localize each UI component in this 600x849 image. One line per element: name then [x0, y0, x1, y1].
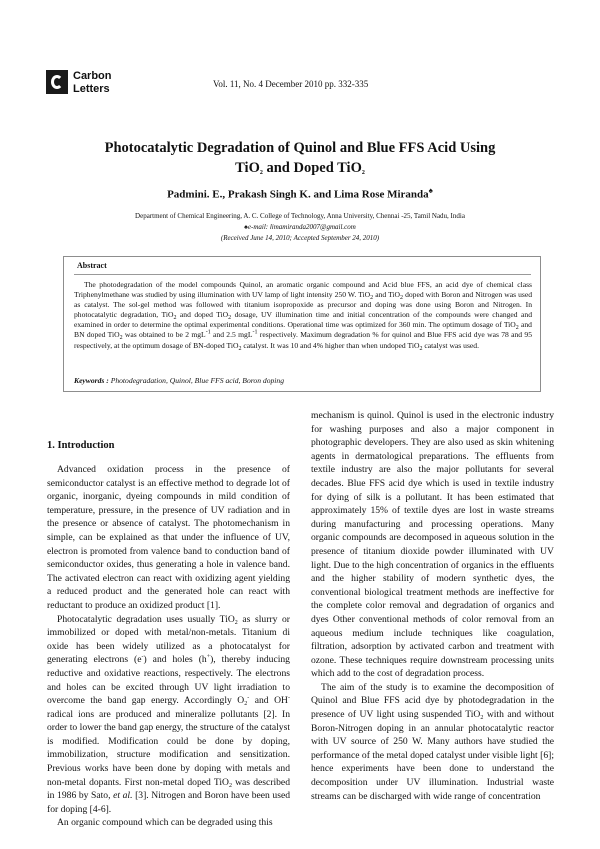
abstract-heading: Abstract	[77, 261, 107, 270]
email-line	[40, 222, 560, 233]
corresponding-author-star-icon: ♠	[428, 186, 433, 195]
paragraph: mechanism is quinol. Quinol is used in the electronic industry for washing purposes and also a major component in photographic developers. They are also used as skin whitening agents in dermatological preparations. The effluents from textile industry are also the major pollutants for several decades. Blue FFS acid dye which is used in textile industry for dying of silk is a pollutant. It has been estimated that approximately 15% of textile dyes are lost in waste streams during manufacturing and processing operations. Many organic compounds are decomposed in aqueous solution in the presence of titanium dioxide powder illuminated with UV light. Due to the high concentration of organics in the effluents and the higher stability of modern synthetic dyes, the conventional biological treatment methods are ineffective for the complete color removal and degradation of organics and dyes Other conventional methods of color removal from an aqueous medium include techniques like coagulation, filtration, adsorption by activated carbon and treatment with ozone. These techniques require downstream processing units which add to the cost of degradation process.	[311, 410, 554, 680]
received-text: (Received June 14, 2010; Accepted September 24, 2010)	[220, 234, 380, 242]
right-column	[311, 409, 554, 803]
affiliation: Department of Chemical Engineering, A. C. College of Technology, Anna University, Chennai -25, Tamil Nadu, India	[135, 212, 465, 220]
email: e-mail: limamiranda2007@gmail.com	[247, 223, 356, 231]
logo-text-line1: Carbon	[73, 70, 112, 82]
abstract-text: The photodegradation of the model compounds Quinol, an aromatic organic compound and Acid blue FFS, an acid dye of chemical class Triphenylmethane was studied by using illumination with UV lamp of light intensity 250 W. TiO$_2$ and TiO$_2$ doped with Boron and Nitrogen was used as catalyst. The sol-gel method was followed with titanium isopropoxide as precursor and doping was done using Boron and Nitrogen. In photocatalytic degradation, TiO$_2$ and doped TiO$_2$ dosage, UV illumination time and initial concentration of the compounds were changed and examined in order to determine the optimal experimental conditions. Operational time was optimized for 360 min. The optimum dosage of TiO$_2$ and BN doped TiO$_2$ was obtained to be 2 mgL$^{-1}$ and 2.5 mgL$^{-1}$ respectively. Maximum degradation % for quinol and Blue FFS acid dye was 78 and 95 respectively, at the optimum dosage of BN-doped TiO$_2$ catalyst. It was 10 and 4% higher than when undoped TiO$_2$ catalyst was used.	[74, 280, 533, 352]
journal-logo	[46, 70, 126, 104]
keywords-line	[74, 376, 532, 385]
paragraph: The aim of the study is to examine the decomposition of Quinol and Blue FFS acid dye by photodegradation in the presence of UV light using suspended TiO$_2$ with and without Boron-Nitrogen doping in an annular photocatalytic reactor with UV source of 250 W. Many authors have studied the performance of the metal doped catalyst under visible light [6]; hence experiments have been done to understand the decomposition under UV illumination. Industrial waste streams can be discharged with wide range of concentration	[311, 681, 554, 802]
paragraph: Advanced oxidation process in the presence of semiconductor catalyst is an effective method to degrade lot of organic, inorganic, dyeing compounds in mild condition of temperature, pressure, in the presence of UV radiation and in the presence or absence of catalyst. The photomechanism in simple, can be explained as that under the influence of UV, electron is promoted from valence band to conduction band of semiconductor oxides, thus generating a hole in valence band. The activated electron can react with oxidizing agent yielding a reduced product and the generated hole can react with reductant to produce an oxidized product [1].	[47, 464, 290, 611]
logo-text-line2: Letters	[73, 83, 110, 95]
paper-title-line1: Photocatalytic Degradation of Quinol and Blue FFS Acid Using	[104, 140, 496, 156]
paragraph: An organic compound which can be degraded using this	[57, 817, 273, 829]
corresponding-star-icon: ♠	[244, 223, 248, 231]
authors-text: Padmini. E., Prakash Singh K. and Lima Rose Miranda	[167, 188, 429, 201]
keywords-label: Keywords :	[74, 376, 111, 385]
left-column	[47, 463, 290, 830]
received-dates	[40, 233, 560, 244]
section-heading-introduction: 1. Introduction	[47, 440, 115, 451]
abstract-divider	[74, 274, 531, 275]
carbon-letters-logo-icon	[46, 70, 68, 94]
paper-title-line2: TiO$_2$ and Doped TiO$_2$	[235, 160, 365, 176]
paragraph: Photocatalytic degradation uses usually TiO$_2$ as slurry or immobilized or doped with metal/non-metals. Titanium di oxide has been widely utilized as a photocatalyst for generating electrons (e-) and holes (h+), thereby inducing reductive and oxidative reactions, respectively. The electrons and holes can be excited through UV light irradiation to overcome the band gap energy. Accordingly $O_2^-$ and OH- radical ions are produced and mineralize pollutants [2]. In order to lower the band gap energy, the structure of the catalyst is modified. Modification could be done by doping, immobilization, structure modification and sensitization. Previous works have been done by doping with metals and non-metal dopants. First non-metal doped TiO$_2$ was described in 1986 by Sato, et al. [3]. Nitrogen and Boron have been used for doping [4-6].	[47, 613, 290, 815]
keywords-text: Photodegradation, Quinol, Blue FFS acid, Boron doping	[110, 376, 285, 385]
author-list	[40, 186, 560, 201]
volume-info: Vol. 11, No. 4 December 2010 pp. 332-335	[213, 79, 369, 89]
